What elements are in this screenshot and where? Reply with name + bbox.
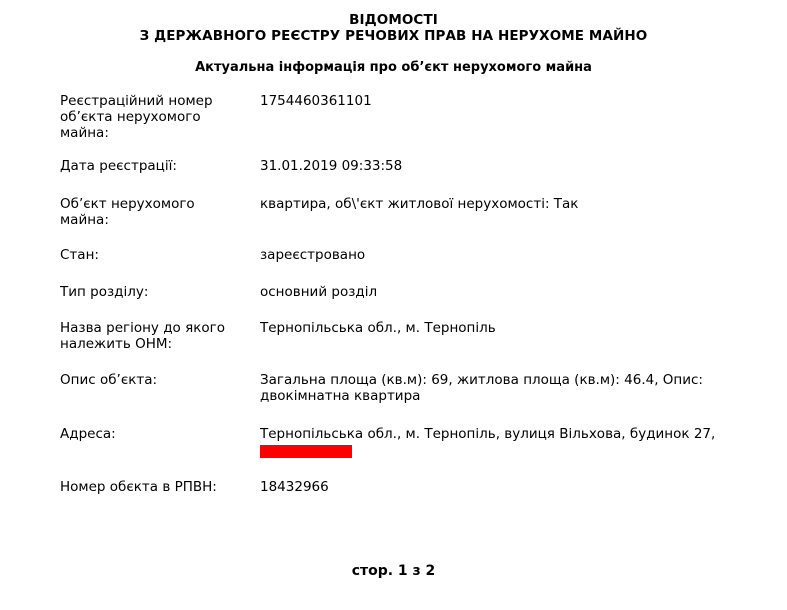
document-subtitle: Актуальна інформація про об’єкт нерухомого майна — [195, 60, 592, 75]
field-label: Номер обєкта в РПВН: — [60, 479, 217, 495]
document-title: ВІДОМОСТІ — [349, 12, 438, 28]
field-label: Стан: — [60, 247, 99, 263]
field-label: Тип розділу: — [60, 284, 149, 300]
field-value-wrapper — [260, 426, 730, 458]
field-value: 31.01.2019 09:33:58 — [260, 158, 403, 174]
field-label: Опис об’єкта: — [60, 372, 158, 388]
field-value: Загальна площа (кв.м): 69, житлова площа (кв.м): 46.4, Опис: двокімнатна квартира — [260, 372, 703, 404]
field-label: Назва регіону до якого належить ОНМ: — [60, 320, 225, 352]
field-label: Адреса: — [60, 426, 116, 442]
field-value: Тернопільська обл., м. Тернопіль — [260, 320, 496, 336]
field-value: Тернопільська обл., м. Тернопіль, вулиця Вільхова, будинок 27, — [260, 426, 716, 442]
document-title-line2: З ДЕРЖАВНОГО РЕЄСТРУ РЕЧОВИХ ПРАВ НА НЕРУХОМЕ МАЙНО — [139, 28, 648, 44]
page-number: стор. 1 з 2 — [351, 563, 436, 579]
field-value: 18432966 — [260, 479, 329, 495]
field-value: квартира, об\'єкт житлової нерухомості: Так — [260, 196, 579, 212]
field-value: зареєстровано — [260, 247, 366, 263]
redaction-bar — [260, 445, 352, 458]
field-label: Реєстраційний номер об’єкта нерухомого майна: — [60, 93, 213, 141]
field-value: 1754460361101 — [260, 93, 372, 109]
field-value: основний розділ — [260, 284, 378, 300]
field-label: Об’єкт нерухомого майна: — [60, 196, 195, 228]
field-label: Дата реєстрації: — [60, 158, 177, 174]
